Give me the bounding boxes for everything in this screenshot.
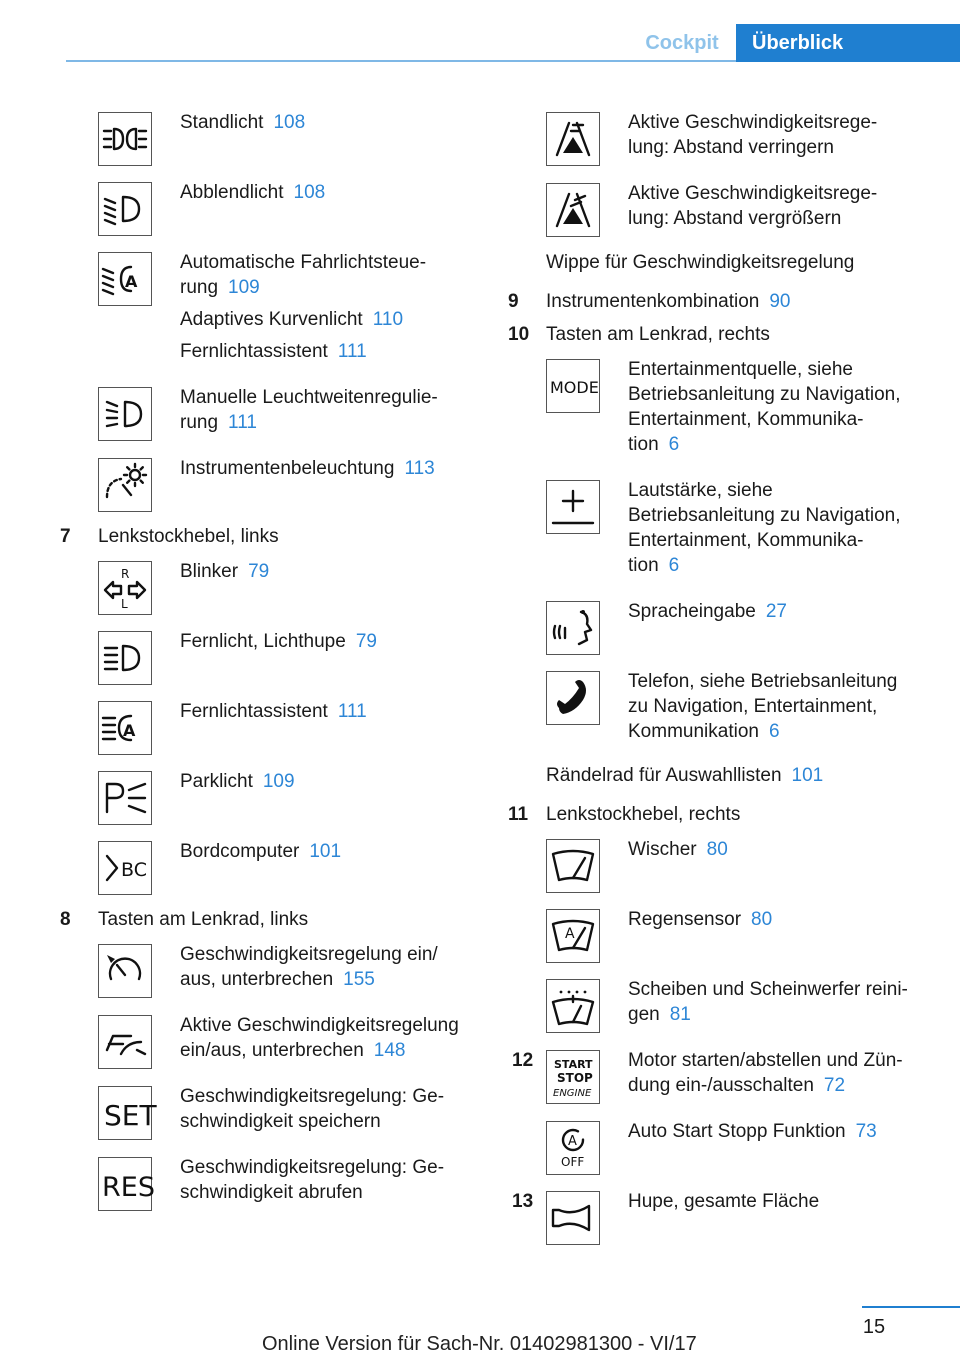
entry-text: Bordcomputer 101 xyxy=(180,841,342,862)
entry-text: Lautstärke, siehe Betriebsanleitung zu Navigation, Entertainment, Kommunika- tion 6 xyxy=(628,480,901,576)
page-link[interactable]: 108 xyxy=(273,112,306,133)
page-link[interactable]: 111 xyxy=(337,701,367,722)
board-computer-item xyxy=(60,837,500,895)
tab-cockpit[interactable]: Cockpit xyxy=(645,32,719,54)
low-beam-icon xyxy=(98,182,152,236)
rain-sensor-icon xyxy=(546,909,600,963)
parking-lamp-icon xyxy=(98,771,152,825)
entry-text: Fernlichtassistent 111 xyxy=(180,341,367,362)
page-link[interactable]: 110 xyxy=(372,309,404,330)
svg-text:STOP: STOP xyxy=(557,1071,593,1085)
entry-text: Geschwindigkeitsregelung: Ge- schwindigkeit abrufen xyxy=(180,1157,445,1203)
headlight-range-item xyxy=(60,383,500,442)
distance-decrease-item xyxy=(508,108,948,167)
res-icon xyxy=(98,1157,155,1211)
auto-start-stop-icon xyxy=(546,1121,600,1175)
mode-item xyxy=(508,355,948,464)
high-beam-icon xyxy=(98,631,152,685)
page-link[interactable]: 80 xyxy=(751,909,773,930)
svg-text:A: A xyxy=(568,1134,577,1149)
instrument-lighting-icon xyxy=(98,458,152,512)
cruise-control-item xyxy=(60,940,500,999)
svg-text:BC: BC xyxy=(121,859,147,881)
headlight-range-icon xyxy=(98,387,152,441)
tab-ueberblick[interactable]: Überblick xyxy=(736,24,960,62)
page-number: 15 xyxy=(862,1316,886,1338)
instrument-lighting-item xyxy=(60,454,500,512)
active-cruise-item xyxy=(60,1011,500,1070)
page-link[interactable]: 79 xyxy=(248,561,270,582)
turn-signal-icon xyxy=(98,561,152,615)
page-link[interactable]: 109 xyxy=(262,771,295,792)
high-beam-assist-icon xyxy=(98,701,152,755)
entry-text: Entertainmentquelle, siehe Betriebsanleitung zu Navigation, Entertainment, Kommunika- tion 6 xyxy=(628,359,901,455)
entry-text: Wischer 80 xyxy=(628,839,728,860)
entry-text: Regensensor 80 xyxy=(628,909,773,930)
rocker-label: Wippe für Geschwindigkeitsregelung xyxy=(546,252,855,273)
entry-text: Aktive Geschwindigkeitsregelung ein/aus, unterbrechen 148 xyxy=(180,1015,459,1061)
set-icon xyxy=(98,1086,157,1140)
horn-icon xyxy=(546,1191,600,1245)
section-10: 10 Tasten am Lenkrad, rechts xyxy=(508,324,770,345)
mode-icon xyxy=(546,359,600,413)
low-beam-item xyxy=(60,178,500,236)
page-link[interactable]: 109 xyxy=(228,277,260,298)
washer-icon xyxy=(546,979,600,1033)
phone-icon xyxy=(546,671,600,725)
section-9: 9 Instrumentenkombination 90 xyxy=(508,291,791,312)
section-12: 12 START STOP ENGINE Motor starten/abstellen und Zün- dung ein-/ausschalten 72 A OFF Auto Start Stopp Funktion 73 xyxy=(508,1046,948,1175)
svg-text:RES: RES xyxy=(102,1172,155,1203)
page-link[interactable]: 72 xyxy=(823,1075,846,1096)
page-link[interactable]: 90 xyxy=(769,291,791,312)
svg-text:ENGINE: ENGINE xyxy=(553,1088,592,1099)
thumbwheel-label: Rändelrad für Auswahllisten 101 xyxy=(546,765,824,786)
online-version: Online Version für Sach-Nr. 01402981300 - VI/17 xyxy=(262,1333,697,1355)
right-column xyxy=(508,108,948,1257)
turn-signal-item xyxy=(60,557,500,615)
entry-text: Aktive Geschwindigkeitsrege- lung: Abstand verringern xyxy=(628,112,878,158)
horn-item xyxy=(508,1187,948,1245)
entry-text: Abblendlicht 108 xyxy=(180,182,326,203)
entry-text: Motor starten/abstellen und Zün- dung ein-/ausschalten 72 xyxy=(628,1050,903,1096)
auto-start-stop-item xyxy=(508,1117,948,1175)
cruise-control-icon xyxy=(98,944,152,998)
entry-text: Blinker 79 xyxy=(180,561,270,582)
entry-text: Standlicht 108 xyxy=(180,112,306,133)
entry-text: Manuelle Leuchtweitenregulie- rung 111 xyxy=(180,387,438,433)
entry-text: Parklicht 109 xyxy=(180,771,295,792)
entry-text: Aktive Geschwindigkeitsrege- lung: Abstand vergrößern xyxy=(628,183,878,229)
volume-item xyxy=(508,476,948,585)
start-stop-icon xyxy=(546,1050,600,1104)
svg-text:A: A xyxy=(125,272,138,291)
entry-text: Automatische Fahrlichtsteue- rung 109 xyxy=(180,252,427,298)
svg-text:SET: SET xyxy=(104,1099,157,1132)
parking-light-item xyxy=(60,108,500,166)
page-link[interactable]: 101 xyxy=(791,765,824,786)
auto-headlight-icon xyxy=(98,252,152,306)
start-stop-item xyxy=(508,1046,948,1105)
page-link[interactable]: 101 xyxy=(309,841,342,862)
page-link[interactable]: 6 xyxy=(668,555,680,576)
distance-increase-icon xyxy=(546,183,600,237)
entry-text: Geschwindigkeitsregelung: Ge- schwindigkeit speichern xyxy=(180,1086,445,1132)
svg-text:OFF: OFF xyxy=(561,1155,585,1169)
svg-text:MODE: MODE xyxy=(550,378,599,397)
section-13: 13 Hupe, gesamte Fläche xyxy=(508,1187,948,1245)
svg-text:START: START xyxy=(554,1058,593,1071)
entry-text: Geschwindigkeitsregelung ein/ aus, unterbrechen 155 xyxy=(180,944,438,990)
page-link[interactable]: 108 xyxy=(293,182,326,203)
entry-text: Fernlichtassistent 111 xyxy=(180,701,367,722)
svg-text:R: R xyxy=(121,567,130,581)
svg-text:A: A xyxy=(123,721,136,740)
voice-item xyxy=(508,597,948,655)
footer-rule xyxy=(862,1306,960,1308)
page-link[interactable]: 81 xyxy=(669,1004,691,1025)
entry-text: Fernlicht, Lichthupe 79 xyxy=(180,631,377,652)
svg-text:A: A xyxy=(565,926,575,942)
volume-icon xyxy=(546,480,600,534)
active-cruise-icon xyxy=(98,1015,152,1069)
page-link[interactable]: 27 xyxy=(765,601,787,622)
page-link[interactable]: 111 xyxy=(337,341,367,362)
rain-sensor-item xyxy=(508,905,948,963)
page-link[interactable]: 6 xyxy=(668,434,680,455)
entry-text: Adaptives Kurvenlicht 110 xyxy=(180,309,404,330)
section-7: 7 Lenkstockhebel, links xyxy=(60,526,279,547)
page-link[interactable]: 155 xyxy=(343,969,375,990)
entry-text: Scheiben und Scheinwerfer reini- gen 81 xyxy=(628,979,908,1025)
set-item xyxy=(60,1082,500,1141)
entry-text: Hupe, gesamte Fläche xyxy=(628,1191,820,1212)
high-beam-item xyxy=(60,627,500,685)
res-item xyxy=(60,1153,500,1212)
parking-light-icon xyxy=(98,112,152,166)
high-beam-assist-item xyxy=(60,697,500,755)
entry-text: Auto Start Stopp Funktion 73 xyxy=(628,1121,877,1142)
page-link[interactable]: 111 xyxy=(228,412,257,433)
phone-item xyxy=(508,667,948,751)
left-column xyxy=(60,108,500,1224)
distance-increase-item xyxy=(508,179,948,238)
entry-text: Spracheingabe 27 xyxy=(628,601,787,622)
entry-text: Telefon, siehe Betriebsanleitung zu Navigation, Entertainment, Kommunikation 6 xyxy=(628,671,898,742)
wiper-icon xyxy=(546,839,600,893)
auto-headlight-item xyxy=(60,248,500,371)
page-link[interactable]: 113 xyxy=(404,458,435,479)
page-link[interactable]: 73 xyxy=(855,1121,877,1142)
page-link[interactable]: 79 xyxy=(355,631,377,652)
page-link[interactable]: 80 xyxy=(706,839,728,860)
parking-lamp-item xyxy=(60,767,500,825)
distance-decrease-icon xyxy=(546,112,600,166)
voice-icon xyxy=(546,601,600,655)
svg-text:L: L xyxy=(121,597,128,611)
board-computer-icon xyxy=(98,841,152,895)
wiper-item xyxy=(508,835,948,893)
section-11: 11 Lenkstockhebel, rechts xyxy=(508,804,741,825)
page-link[interactable]: 6 xyxy=(768,721,780,742)
section-8: 8 Tasten am Lenkrad, links xyxy=(60,909,309,930)
entry-text: Instrumentenbeleuchtung 113 xyxy=(180,458,435,479)
washer-item xyxy=(508,975,948,1034)
page-link[interactable]: 148 xyxy=(373,1040,406,1061)
